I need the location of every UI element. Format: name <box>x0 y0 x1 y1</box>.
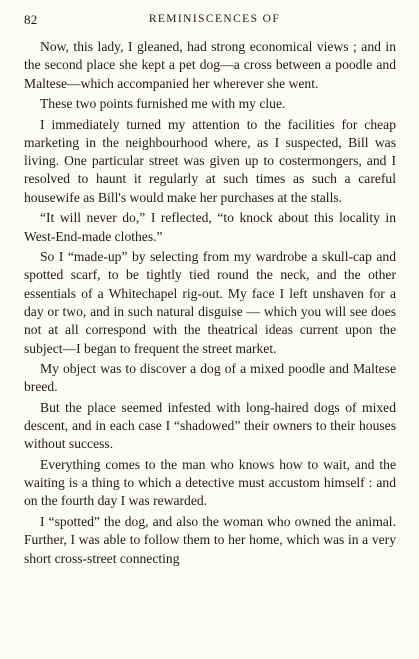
running-head: REMINISCENCES OF <box>148 13 281 25</box>
paragraph: I “spotted” the dog, and also the woman who owned the animal. Further, I was able to follow them to her home, which was in a very short cross-street connecting <box>24 513 396 566</box>
paragraph: These two points furnished me with my clue. <box>40 96 286 112</box>
paragraph: But the place seemed infested with long-haired dogs of mixed descent, and in each case I “shadowed” their owners to their houses without success. <box>24 399 396 452</box>
body-text <box>24 38 396 570</box>
paragraph: I immediately turned my attention to the facilities for cheap marketing in the neighbourhood where, as I suspected, Bill was living. One particular street was given up to costermongers, and I resolved to haunt it regularly at such times as such a careful housewife as Bill's would make her purchases at the stalls. <box>24 116 396 205</box>
paragraph: Now, this lady, I gleaned, had strong economical views ; and in the second place she kept a pet dog—a cross between a poodle and Maltese—which accompanied her wherever she went. <box>24 39 396 91</box>
page-number: 82 <box>24 12 38 27</box>
paragraph: My object was to discover a dog of a mixed poodle and Maltese breed. <box>24 360 396 395</box>
paragraph: Everything comes to the man who knows how to wait, and the waiting is a thing to which a detective must accustom himself : and on the fourth day I was rewarded. <box>24 456 396 509</box>
paragraph: “It will never do,” I reflected, “to knock about this locality in West-End-made clothes.” <box>24 210 396 244</box>
paragraph: So I “made-up” by selecting from my wardrobe a skull-cap and spotted scarf, to be tightly tied round the neck, and the other essentials of a Whitechapel rig-out. My face I left unshaven for a day or two, and in such natural disguise — which you will see does not at all correspond with the theatrical ideas current upon the subject—I began to frequent the street market. <box>24 249 396 356</box>
page-header <box>24 12 395 30</box>
